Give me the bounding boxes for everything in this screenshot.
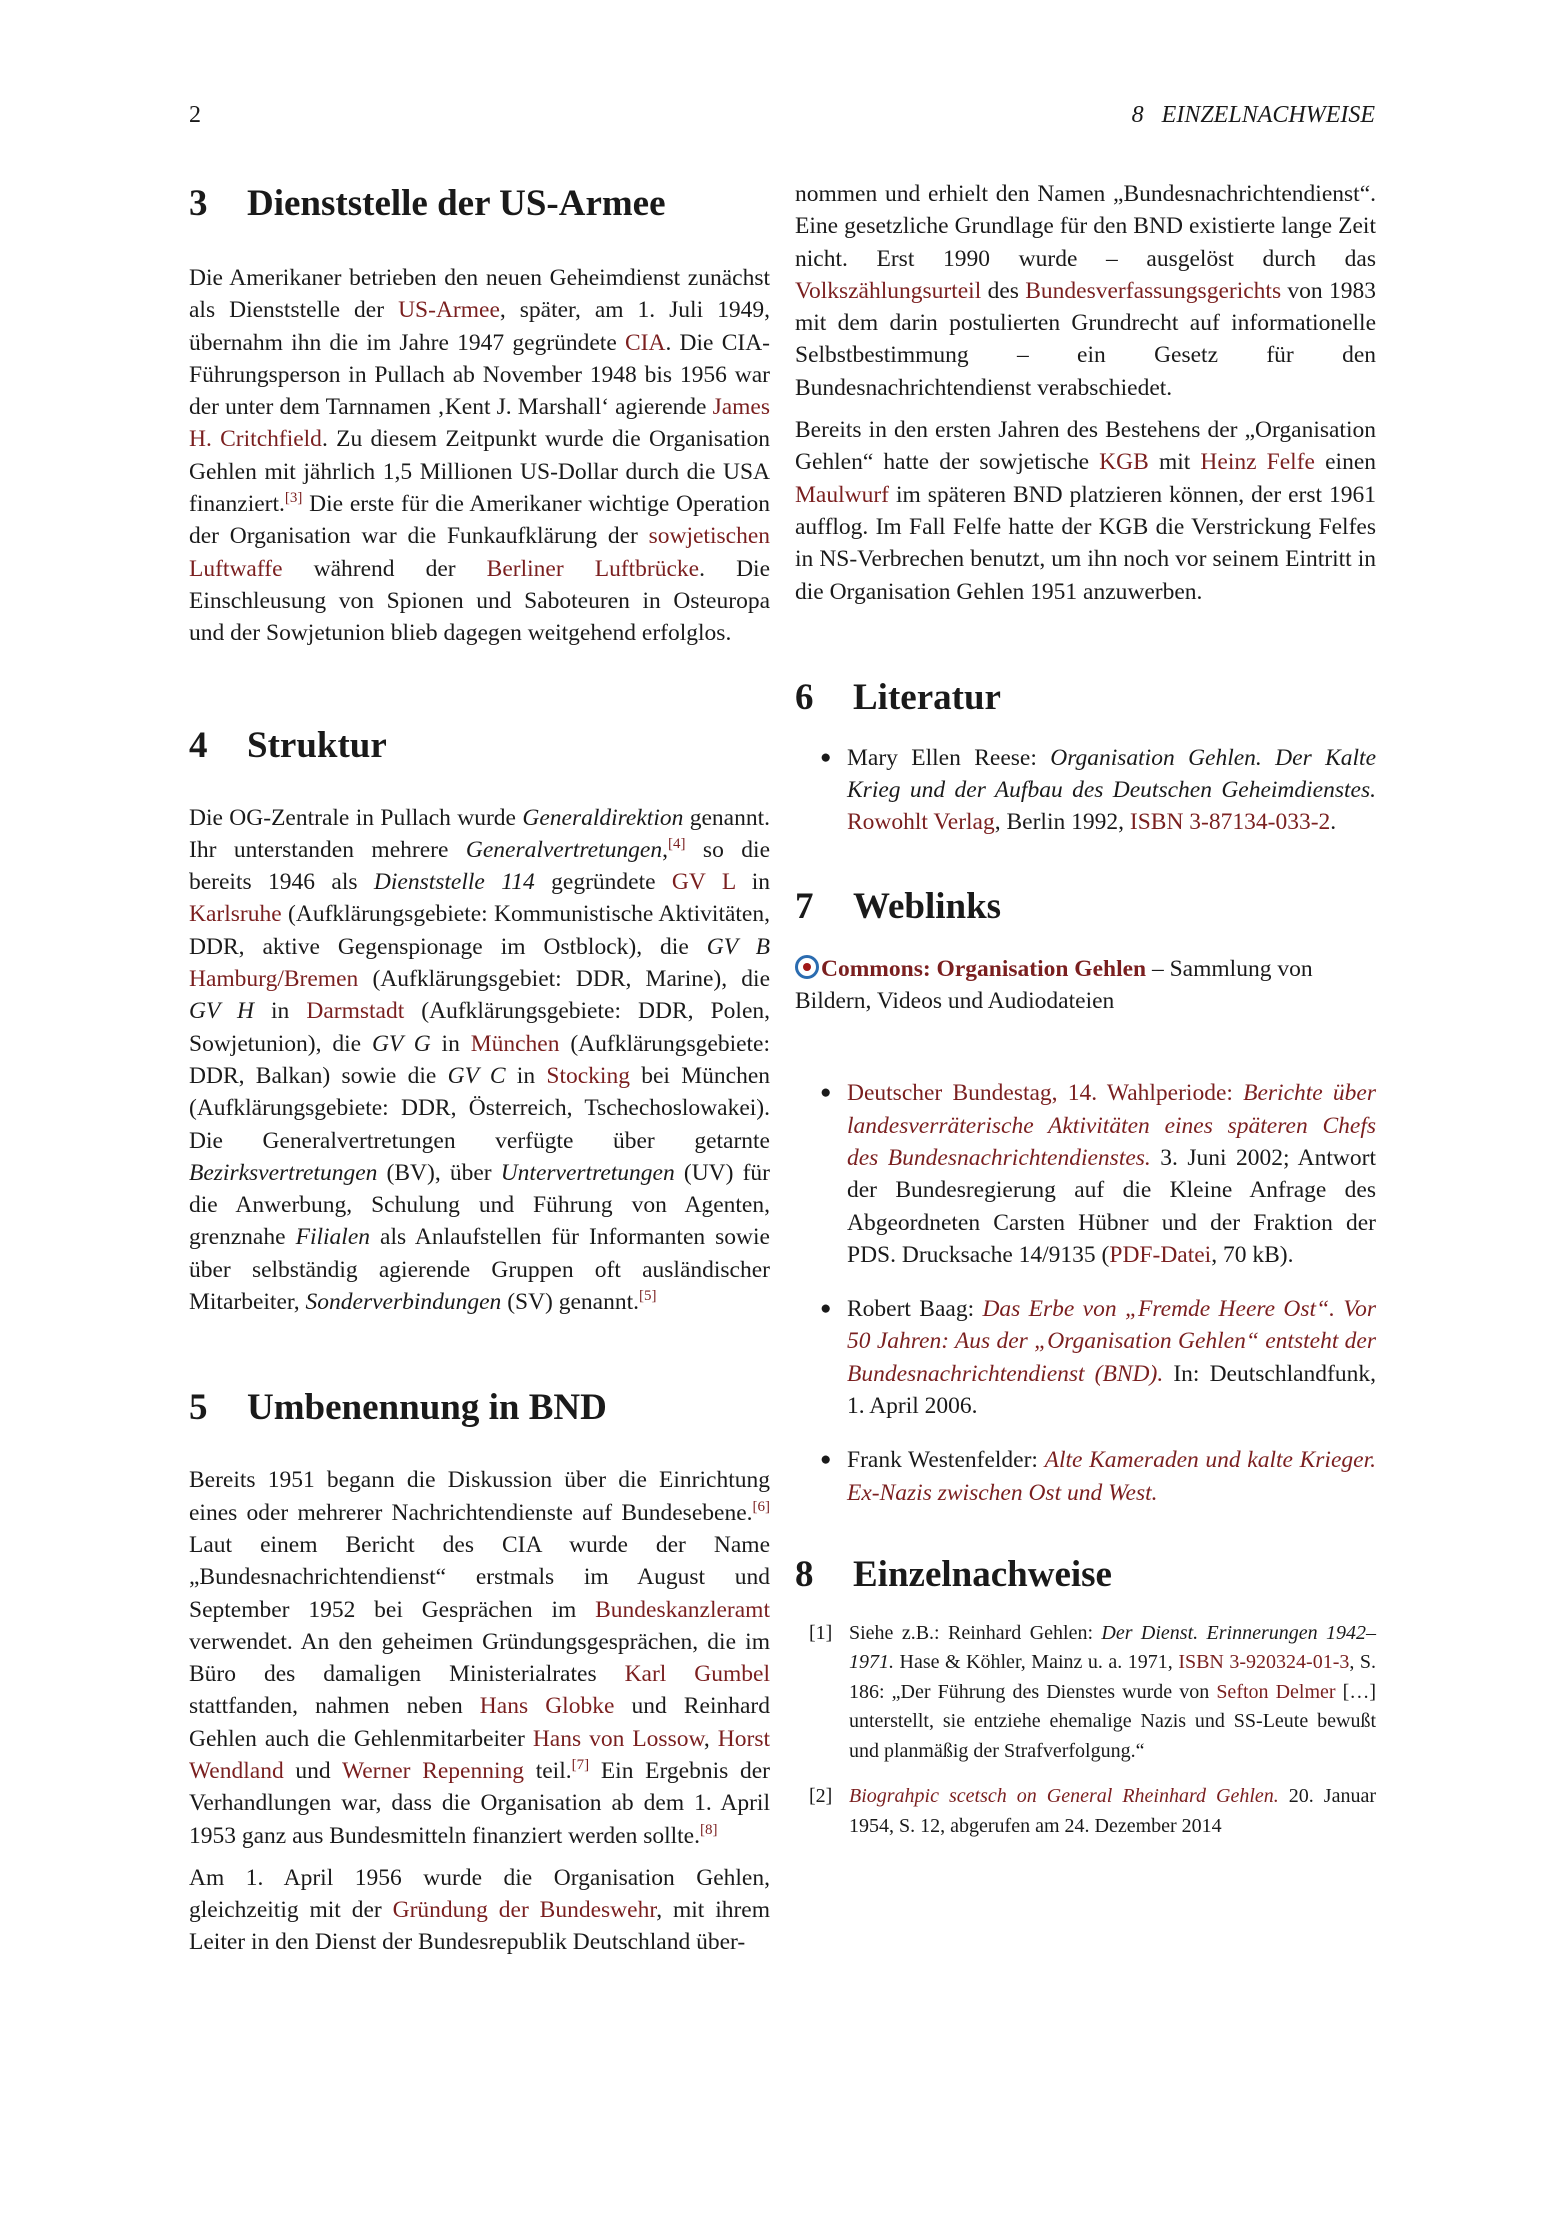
link-hans-globke[interactable]: Hans Globke — [479, 1693, 615, 1720]
section-number: 7 — [795, 885, 814, 927]
section-heading-4 — [189, 724, 770, 768]
footnote-ref[interactable]: [5] — [639, 1288, 657, 1305]
left-column — [189, 178, 770, 1959]
link-heinz-felfe[interactable]: Heinz Felfe — [1200, 449, 1315, 476]
section-number: 5 — [189, 1387, 208, 1429]
link-kgb[interactable]: KGB — [1099, 449, 1149, 476]
section-number: 4 — [189, 724, 208, 766]
link-bundestag[interactable]: Deutscher Bundestag, 14. Wahlperiode: — [847, 1080, 1233, 1107]
link-pdf-datei[interactable]: PDF-Datei — [1109, 1241, 1212, 1268]
link-berliner-luftbruecke[interactable]: Berliner Luftbrücke — [486, 555, 700, 582]
section-heading-8 — [795, 1553, 1376, 1597]
link-darmstadt[interactable]: Darmstadt — [306, 998, 405, 1025]
section-title: Dienststelle der US-Armee — [247, 183, 666, 224]
link-volkszaehlungsurteil[interactable]: Volkszählungsurteil — [795, 277, 982, 304]
link-alte-kameraden[interactable]: Alte Kameraden und kalte Krieger. Ex-Nazis zwischen Ost und West. — [847, 1447, 1376, 1506]
footnote-ref[interactable]: [6] — [752, 1498, 770, 1515]
link-rowohlt[interactable]: Rowohlt Verlag — [847, 809, 995, 836]
link-berichte[interactable]: Berichte über landesverräterische Aktivitäten eines späteren Chefs des Bundesnachrichtendienstes. — [847, 1080, 1376, 1171]
page-number: 2 — [189, 102, 201, 128]
bullet-icon: ● — [820, 746, 832, 768]
footnote-ref[interactable]: [7] — [571, 1756, 590, 1773]
link-werner-repenning[interactable]: Werner Repenning — [341, 1757, 525, 1784]
section-title: Umbenennung in BND — [247, 1387, 607, 1429]
link-isbn[interactable]: ISBN 3-87134-033-2 — [1129, 809, 1331, 836]
reference-item: [2] Biograhpic scetsch on General Rheinhard Gehlen. 20. Januar 1954, S. 12, abgerufen am 24. Dezember 2014 — [795, 1782, 1376, 1841]
link-hans-von-lossow[interactable]: Hans von Lossow — [532, 1725, 704, 1752]
list-item: ● Robert Baag: Das Erbe von „Fremde Heere Ost“. Vor 50 Jahren: Aus der „Organisation Gehlen“ entsteht der Bundesnachrichtendienst (BND). In: Deutschlandfunk, 1. April 2006. — [795, 1293, 1376, 1422]
reference-number: [2] — [809, 1785, 833, 1808]
link-isbn[interactable]: ISBN 3-920324-01-3 — [1178, 1651, 1350, 1674]
section-heading-3 — [189, 182, 770, 226]
page-header — [189, 102, 1375, 134]
link-hamburg-bremen[interactable]: Hamburg/Bremen — [189, 966, 359, 993]
literature-list — [795, 742, 1376, 839]
link-sefton-delmer[interactable]: Sefton Delmer — [1216, 1680, 1336, 1703]
list-item: ● Frank Westenfelder: Alte Kameraden und kalte Krieger. Ex-Nazis zwischen Ost und West. — [795, 1444, 1376, 1509]
paragraph-umbenennung-1: Bereits 1951 begann die Diskussion über die Einrichtung eines oder mehrerer Nachrichtendienste auf Bundesebene.[6] Laut einem Bericht des CIA wurde der Name „Bundesnachrichtendienst“ erstmals im August und September 1952 bei Gesprächen im Bundeskanzleramt verwendet. An den geheimen Gründungsgesprächen, die im Büro des damaligen Ministerialrates Karl Gumbel stattfanden, nahmen neben Hans Globke und Reinhard Gehlen auch die Gehlenmitarbeiter Hans von Lossow, Horst Wendland und Werner Repenning teil.[7] Ein Ergebnis der Verhandlungen war, dass die Organisation ab dem 1. April 1953 ganz aus Bundesmitteln finanziert werden sollte.[8] — [189, 1467, 771, 1849]
link-sowjetische-luftwaffe[interactable]: sowjetischen Luftwaffe — [189, 523, 770, 582]
reference-number: [1] — [809, 1621, 833, 1644]
link-cia[interactable]: CIA — [624, 329, 666, 356]
list-item: ● Deutscher Bundestag, 14. Wahlperiode: Berichte über landesverräterische Aktivitäten eines späteren Chefs des Bundesnachrichtendienstes. 3. Juni 2002; Antwort der Bundesregierung auf die Kleine Anfrage des Abgeordneten Carsten Hübner und der Fraktion der PDS. Drucksache 14/9135 (PDF-Datei, 70 kB). — [795, 1077, 1376, 1271]
footnote-ref[interactable]: [3] — [284, 490, 303, 507]
link-stocking[interactable]: Stocking — [546, 1062, 630, 1089]
list-item: ● Mary Ellen Reese: Organisation Gehlen. Der Kalte Krieg und der Aufbau des Deutschen Geheimdienstes. Rowohlt Verlag, Berlin 1992, ISBN 3-87134-033-2. — [795, 742, 1376, 839]
commons-icon — [795, 955, 819, 979]
link-us-armee[interactable]: US-Armee — [398, 297, 500, 324]
section-title: Einzelnachweise — [853, 1553, 1112, 1595]
bullet-icon: ● — [820, 1449, 832, 1471]
link-horst-wendland[interactable]: Horst Wendland — [189, 1725, 771, 1784]
link-das-erbe[interactable]: Das Erbe von „Fremde Heere Ost“. Vor 50 Jahren: Aus der „Organisation Gehlen“ entsteht der Bundesnachrichtendienst (BND). — [847, 1296, 1376, 1387]
section-title: Literatur — [853, 676, 1001, 718]
paragraph-us-armee: Die Amerikaner betrieben den neuen Geheimdienst zunächst als Dienststelle der US-Armee, später, am 1. Juli 1949, übernahm ihn die im Jahre 1947 gegründete CIA. Die CIA-Führungsperson in Pullach ab November 1948 bis 1956 war der unter dem Tarnnamen ‚Kent J. Marshall‘ agierende James H. Critchfield. Zu diesem Zeitpunkt wurde die Organisation Gehlen mit jährlich 1,5 Millionen US-Dollar durch die USA finanziert.[3] Die erste für die Amerikaner wichtige Operation der Organisation war die Funkaufklärung der sowjetischen Luftwaffe während der Berliner Luftbrücke. Die Einschleusung von Spionen und Saboteuren in Osteuropa und der Sowjetunion blieb dagegen weitgehend erfolglos. — [189, 265, 770, 647]
section-number: 3 — [189, 183, 208, 224]
right-column — [795, 178, 1376, 1841]
link-karlsruhe[interactable]: Karlsruhe — [189, 901, 282, 928]
paragraph-umbenennung-3: Bereits in den ersten Jahren des Bestehens der „Organisation Gehlen“ hatte der sowjetische KGB mit Heinz Felfe einen Maulwurf im späteren BND platzieren können, der erst 1961 aufflog. Im Fall Felfe hatte der KGB die Verstrickung Felfes in NS-Verbrechen benutzt, um ihn noch vor seinem Eintritt in die Organisation Gehlen 1951 anzuwerben. — [795, 417, 1376, 605]
link-biographic-sketch[interactable]: Biograhpic scetsch on General Rheinhard Gehlen. — [849, 1785, 1279, 1808]
link-critchfield[interactable]: James H. Critchfield — [189, 394, 770, 453]
references-list — [795, 1619, 1376, 1842]
paragraph-struktur: Die OG-Zentrale in Pullach wurde Generaldirektion genannt. Ihr unterstanden mehrere Generalvertretungen,[4] so die bereits 1946 als Dienststelle 114 gegründete GV L in Karlsruhe (Aufklärungsgebiete: Kommunistische Aktivitäten, DDR, aktive Gegenspionage im Ostblock), die GV B Hamburg/Bremen (Aufklärungsgebiet: DDR, Marine), die GV H in Darmstadt (Aufklärungsgebiete: DDR, Polen, Sowjetunion), die GV G in München (Aufklärungsgebiete: DDR, Balkan) sowie die GV C in Stocking bei München (Aufklärungsgebiete: DDR, Österreich, Tschechoslowakei). Die Generalvertretungen verfügte über getarnte Bezirksvertretungen (BV), über Untervertretungen (UV) für die Anwerbung, Schulung und Führung von Agenten, grenznahe Filialen als Anlaufstellen für Informanten sowie über selbständig agierende Gruppen oft ausländischer Mitarbeiter, Sonderverbindungen (SV) genannt.[5] — [189, 804, 771, 1316]
running-title: 8 EINZELNACHWEISE — [1131, 102, 1375, 128]
reference-item: [1] Siehe z.B.: Reinhard Gehlen: Der Dienst. Erinnerungen 1942–1971. Hase & Köhler, Mainz u. a. 1971, ISBN 3-920324-01-3, S. 186: „Der Führung des Dienstes wurde von Sefton Delmer […] unterstellt, sie entziehe ehemalige Nazis und SS-Leute bewußt und planmäßig der Strafverfolgung.“ — [795, 1619, 1376, 1767]
commons-box: Commons: Organisation Gehlen – Sammlung von Bildern, Videos und Audiodateien — [795, 955, 1313, 1015]
footnote-ref[interactable]: [8] — [700, 1821, 718, 1838]
link-bundesverfassungsgericht[interactable]: Bundesverfassungsgerichts — [1025, 277, 1282, 304]
link-bundeskanzleramt[interactable]: Bundeskanzleramt — [595, 1596, 770, 1623]
section-number: 8 — [795, 1553, 814, 1595]
paragraph-umbenennung-2: Am 1. April 1956 wurde die Organisation Gehlen, gleichzeitig mit der Gründung der Bundeswehr, mit ihrem Leiter in den Dienst der Bundesrepublik Deutschland über- — [189, 1864, 771, 1956]
link-karl-gumbel[interactable]: Karl Gumbel — [624, 1661, 770, 1688]
section-heading-5 — [189, 1386, 770, 1430]
weblinks-list — [795, 1077, 1376, 1509]
link-muenchen[interactable]: München — [470, 1030, 560, 1057]
link-commons[interactable]: Commons: Organisation Gehlen — [821, 955, 1147, 982]
link-gv-l[interactable]: GV L — [671, 869, 736, 896]
link-gruendung-bundeswehr[interactable]: Gründung der Bundeswehr — [392, 1897, 657, 1924]
link-maulwurf[interactable]: Maulwurf — [795, 481, 889, 508]
paragraph-umbenennung-2-continued: nommen und erhielt den Namen „Bundesnachrichtendienst“. Eine gesetzliche Grundlage für den BND existierte lange Zeit nicht. Erst 1990 wurde – ausgelöst durch das Volkszählungsurteil des Bundesverfassungsgerichts von 1983 mit dem darin postulierten Grundrecht auf informationelle Selbstbestimmung – ein Gesetz für den Bundesnachrichtendienst verabschiedet. — [795, 181, 1377, 401]
section-title: Struktur — [247, 724, 387, 766]
section-number: 6 — [795, 676, 814, 718]
bullet-icon: ● — [820, 1082, 832, 1104]
section-heading-6 — [795, 676, 1376, 720]
bullet-icon: ● — [820, 1298, 832, 1320]
footnote-ref[interactable]: [4] — [667, 835, 686, 852]
section-title: Weblinks — [853, 885, 1002, 927]
section-heading-7 — [795, 885, 1376, 929]
